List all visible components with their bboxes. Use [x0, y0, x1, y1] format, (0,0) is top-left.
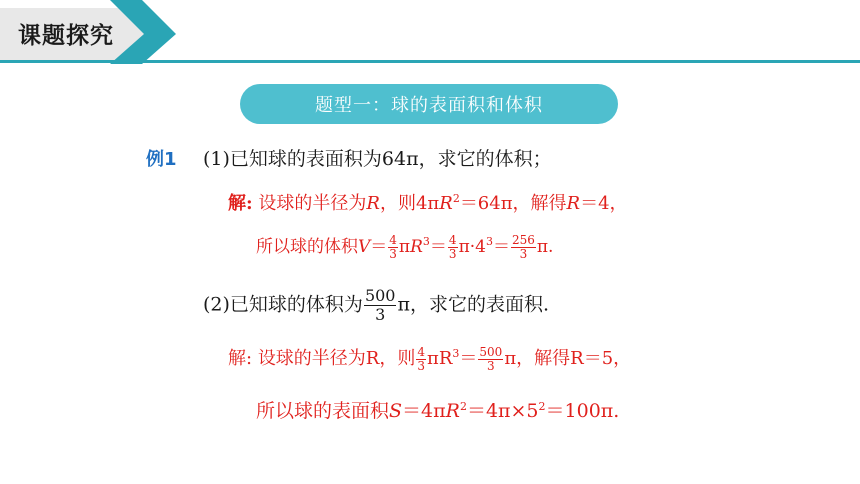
- answer-2-exp-3: 3: [452, 347, 460, 360]
- answer-2-text-b2: ＝4π: [402, 400, 446, 422]
- answer-1-text-b: ，则4π: [379, 193, 440, 214]
- question-2: [203, 287, 549, 324]
- answer-1-end: π.: [536, 237, 554, 257]
- answer-2-exp-2b: 2: [538, 400, 546, 413]
- answer-2-text-d2: ＝4π×5: [466, 400, 539, 422]
- question-2-text-b: π，求它的表面积.: [397, 293, 550, 316]
- answer-2-text-a: 设球的半径为R，则: [257, 348, 416, 369]
- answer-2-var-s: S: [389, 400, 403, 422]
- answer-1-var-r-2: R: [439, 193, 453, 214]
- fraction-500-3: $\frac{500}{3}$: [364, 286, 396, 324]
- answer-1-var-r-3: R: [566, 193, 581, 214]
- answer-1-var-v: V: [358, 237, 371, 257]
- answer-1-eq-2: ＝: [429, 237, 447, 257]
- question-2-text-a: 已知球的体积为: [229, 293, 363, 316]
- answer-2-eq: ＝: [459, 348, 478, 369]
- answer-1-pi: π: [398, 237, 411, 257]
- question-1-text: 已知球的表面积为64π，求它的体积；: [229, 148, 552, 170]
- answer-1-pi-4: π·4: [458, 237, 486, 257]
- answer-2-line-2-text: 所以球的表面积: [256, 400, 390, 422]
- answer-1-text-d: ＝64π，解得: [459, 193, 567, 214]
- fraction-4-3: $\frac{4}{3}$: [389, 233, 397, 261]
- answer-1-jie: 解:: [228, 193, 253, 214]
- answer-2-text-d: π，解得R＝5，: [504, 348, 632, 369]
- answer-1-var-r: R: [366, 193, 380, 214]
- question-1: [203, 144, 552, 171]
- header-arrow-decoration: [0, 0, 860, 66]
- fraction-4-3-b: $\frac{4}{3}$: [448, 233, 457, 261]
- answer-1-exp-3: 3: [422, 235, 430, 248]
- answer-1-line-1: [228, 189, 628, 215]
- fraction-4-3-c: $\frac{4}{3}$: [417, 344, 426, 373]
- fraction-500-3-b: $\frac{500}{3}$: [479, 344, 503, 373]
- section-title: 课题探究: [18, 23, 114, 49]
- answer-2-line-2: [256, 396, 619, 423]
- answer-2-text-f: ＝100π.: [545, 400, 620, 422]
- answer-1-eq: ＝: [370, 237, 388, 257]
- answer-1-line-2-text: 所以球的体积: [256, 237, 358, 257]
- answer-1-var-r-4: R: [410, 237, 423, 257]
- answer-2-text-b: πR: [427, 348, 453, 369]
- answer-2-var-r: R: [445, 400, 460, 422]
- answer-2-jie: 解:: [228, 348, 253, 369]
- answer-1-text-a: 设球的半径为: [258, 193, 367, 214]
- header-banner: [0, 0, 860, 66]
- question-1-prefix: (1): [203, 148, 230, 170]
- topic-banner: 题型一：球的表面积和体积: [240, 84, 618, 124]
- answer-2-exp-2: 2: [459, 400, 467, 413]
- question-2-prefix: (2): [203, 293, 230, 316]
- answer-1-line-2: [256, 232, 553, 261]
- answer-2-line-1: [228, 344, 631, 373]
- answer-1-eq-3: ＝: [492, 237, 510, 257]
- answer-1-exp-2: 2: [452, 192, 460, 205]
- answer-1-text-e: ＝4，: [580, 193, 628, 214]
- answer-1-exp-3b: 3: [485, 235, 493, 248]
- fraction-256-3: $\frac{256}{3}$: [511, 233, 535, 261]
- example-label: 例1: [146, 149, 177, 170]
